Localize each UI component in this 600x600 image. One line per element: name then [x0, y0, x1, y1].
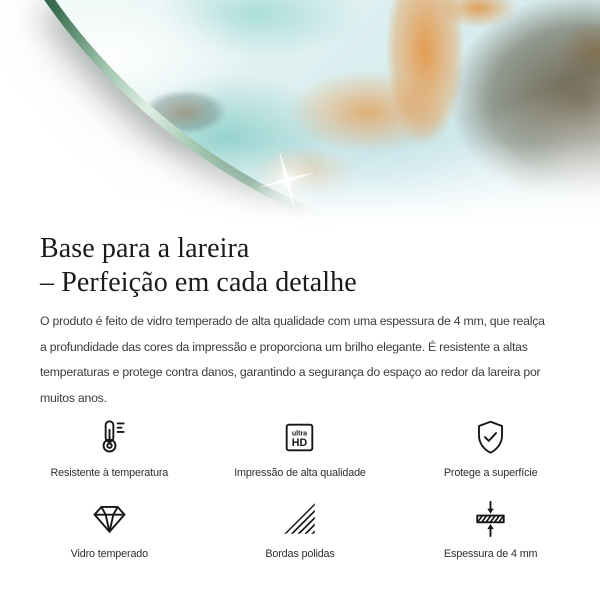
- page-title: [40, 232, 600, 300]
- feature-tempered-glass: [14, 498, 205, 560]
- feature-label: Espessura de 4 mm: [443, 548, 538, 560]
- feature-label: Resistente à temperatura: [50, 467, 169, 479]
- feature-polished-edges: [205, 498, 396, 560]
- features-grid: [0, 417, 600, 560]
- polished-edges-icon: [279, 498, 320, 539]
- feature-thickness: [395, 498, 586, 560]
- feature-print-quality: [205, 417, 396, 479]
- description-line: temperaturas e protege contra danos, garantindo a segurança do espaço ao redor da lareira por: [40, 365, 541, 379]
- description-line: muitos anos.: [40, 390, 107, 405]
- svg-text:ultra: ultra: [292, 430, 308, 438]
- description-line: a profundidade das cores da impressão e proporciona um brilho elegante. É resistente a altas: [40, 339, 528, 354]
- page-title-line2: – Perfeição em cada detalhe: [40, 267, 357, 298]
- shield-check-icon: [470, 417, 511, 458]
- product-description: [40, 309, 592, 411]
- page-title-line1: Base para a lareira: [40, 233, 250, 264]
- ultra-hd-icon: [279, 417, 320, 458]
- feature-label: Impressão de alta qualidade: [234, 467, 366, 479]
- svg-text:HD: HD: [292, 437, 308, 450]
- feature-label: Protege a superfície: [443, 467, 538, 479]
- hero-glass-panel-image: [0, 0, 600, 228]
- thermometer-icon: [89, 417, 130, 458]
- thickness-icon: [470, 498, 511, 539]
- feature-label: Bordas polidas: [265, 548, 335, 560]
- feature-label: Vidro temperado: [70, 548, 149, 560]
- description-line: O produto é feito de vidro temperado de alta qualidade com uma espessura de 4 mm, que realça: [40, 314, 545, 328]
- feature-temperature-resistant: [14, 417, 205, 479]
- diamond-icon: [89, 498, 130, 539]
- feature-surface-protection: [395, 417, 586, 479]
